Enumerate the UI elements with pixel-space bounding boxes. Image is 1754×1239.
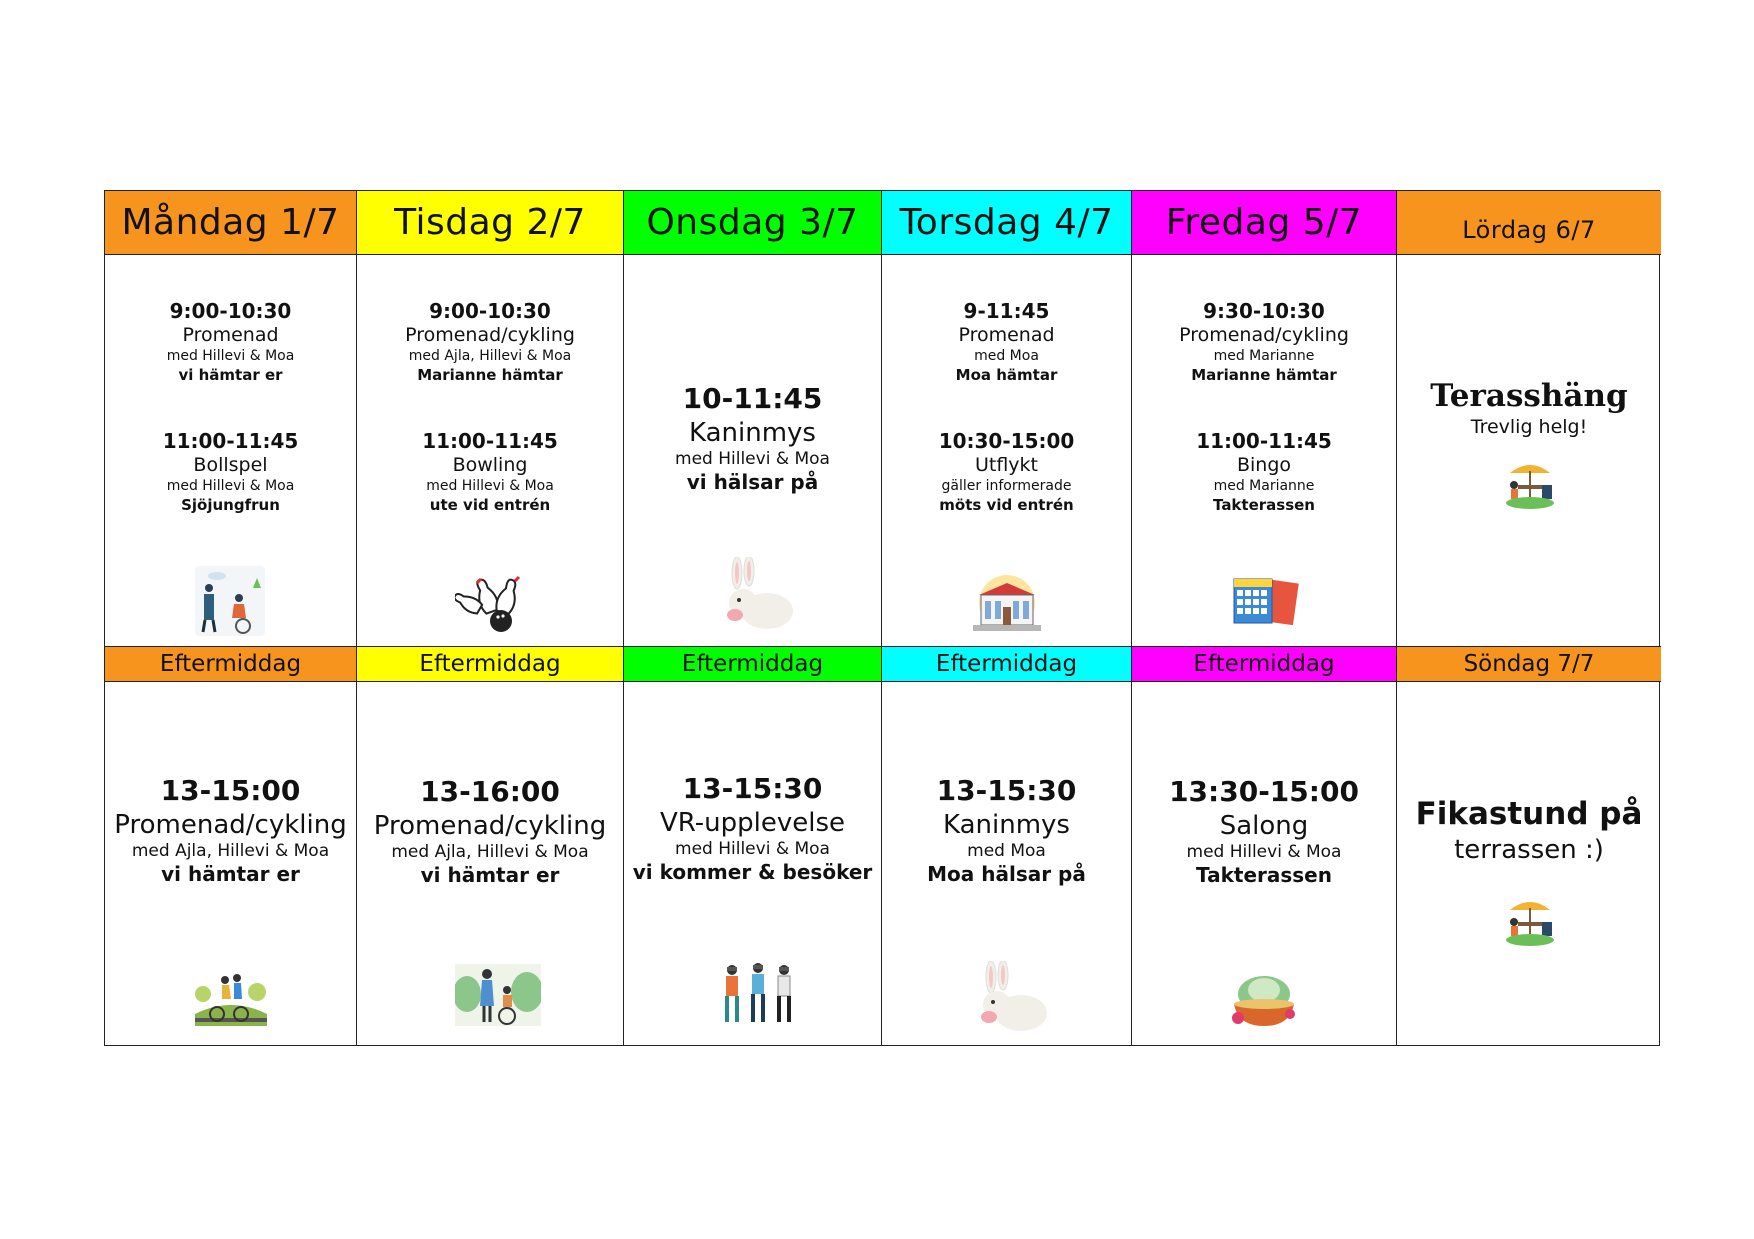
cycling-icon <box>195 964 267 1026</box>
saturday-activity <box>1397 377 1661 439</box>
afternoon-activity <box>882 773 1131 887</box>
activity-staff: gäller informerade <box>941 478 1072 494</box>
sunday-activity <box>1397 795 1661 867</box>
day-header <box>882 191 1131 255</box>
activity-staff: med Ajla, Hillevi & Moa <box>131 841 330 861</box>
day-header-label: Torsdag 4/7 <box>899 202 1114 243</box>
activity-staff: med Hillevi & Moa <box>1186 842 1342 862</box>
morning-activities <box>1132 299 1396 515</box>
activity-name: Promenad <box>958 324 1055 346</box>
activity-name: Salong <box>1219 811 1309 841</box>
weekly-schedule <box>104 190 1660 1046</box>
day-header-label: Fredag 5/7 <box>1165 202 1363 243</box>
activity-time: 9:00-10:30 <box>429 299 551 323</box>
activity-time: 13-16:00 <box>420 775 560 808</box>
afternoon-activity <box>1132 774 1396 888</box>
afternoon-activity <box>357 774 623 888</box>
day-header <box>357 191 623 255</box>
activity-note: Marianne hämtar <box>417 366 563 384</box>
sunday-subtitle: terrassen :) <box>1454 835 1604 865</box>
terrace-icon <box>1504 896 1556 946</box>
sunday-header-label: Söndag 7/7 <box>1463 651 1595 677</box>
activity-name: Promenad/cykling <box>373 811 607 841</box>
activity-note: vi hälsar på <box>686 470 819 494</box>
building-icon <box>971 573 1043 633</box>
activity-note: Marianne hämtar <box>1191 366 1337 384</box>
day-column-thursday <box>882 191 1132 1045</box>
bingo-icon <box>1232 577 1300 625</box>
activity-name: VR-upplevelse <box>659 808 846 838</box>
day-header <box>1397 191 1661 255</box>
ball-game-icon <box>195 566 265 636</box>
spa-bowl-icon <box>1228 974 1300 1030</box>
activity-time: 10-11:45 <box>682 382 823 415</box>
activity-time: 11:00-11:45 <box>162 429 299 453</box>
morning-activities <box>624 381 881 495</box>
afternoon-activity <box>624 771 881 885</box>
wheelchair-walk-icon <box>455 964 541 1026</box>
day-header <box>105 191 356 255</box>
activity-note: vi hämtar er <box>420 863 560 887</box>
activity-staff: med Ajla, Hillevi & Moa <box>408 348 572 364</box>
activity-time: 13:30-15:00 <box>1169 775 1359 808</box>
activity-time: 10:30-15:00 <box>938 429 1075 453</box>
activity-staff: med Marianne <box>1213 348 1315 364</box>
activity-name: Bollspel <box>193 454 268 476</box>
day-header-label: Onsdag 3/7 <box>646 202 859 243</box>
day-column-weekend <box>1397 191 1661 1045</box>
activity-staff: med Ajla, Hillevi & Moa <box>391 842 589 862</box>
activity-staff: med Hillevi & Moa <box>166 478 295 494</box>
day-column-wednesday <box>624 191 882 1045</box>
day-header-label: Måndag 1/7 <box>121 202 340 243</box>
activity-name: Bowling <box>452 454 528 476</box>
activity-name: Promenad/cykling <box>114 810 347 840</box>
activity-note: vi hämtar er <box>178 366 283 384</box>
activity-staff: med Hillevi & Moa <box>675 449 830 469</box>
afternoon-activity <box>105 773 356 887</box>
terrace-icon <box>1504 459 1556 509</box>
activity-name: Bingo <box>1236 454 1292 476</box>
day-header <box>624 191 881 255</box>
activity-note: möts vid entrén <box>939 496 1074 514</box>
activity-time: 13-15:30 <box>936 774 1077 807</box>
activity-name: Kaninmys <box>689 418 816 448</box>
morning-activities <box>882 299 1131 515</box>
activity-note: vi kommer & besöker <box>632 860 873 884</box>
activity-note: Moa hämtar <box>955 366 1058 384</box>
activity-name: Utflykt <box>974 454 1039 476</box>
afternoon-header: Eftermiddag <box>1132 646 1396 682</box>
sunday-title: Fikastund på <box>1415 796 1643 832</box>
morning-activities <box>105 299 356 515</box>
rabbit-icon <box>971 961 1051 1033</box>
activity-name: Promenad/cykling <box>405 324 575 346</box>
day-column-tuesday <box>357 191 624 1045</box>
activity-note: Moa hälsar på <box>927 862 1086 886</box>
activity-staff: med Hillevi & Moa <box>675 839 830 859</box>
activity-staff: med Marianne <box>1213 478 1315 494</box>
activity-note: Takterassen <box>1213 496 1315 514</box>
activity-time: 13-15:30 <box>682 772 823 805</box>
activity-staff: med Hillevi & Moa <box>426 478 554 494</box>
day-column-friday <box>1132 191 1397 1045</box>
vr-people-icon <box>718 962 798 1024</box>
activity-time: 9:00-10:30 <box>169 299 292 323</box>
afternoon-header: Eftermiddag <box>357 646 623 682</box>
activity-time: 13-15:00 <box>160 774 301 807</box>
afternoon-header: Eftermiddag <box>624 646 881 682</box>
bowling-icon <box>455 575 529 633</box>
rabbit-icon <box>717 557 797 633</box>
activity-time: 9:30-10:30 <box>1203 299 1325 323</box>
activity-name: Kaninmys <box>943 810 1070 840</box>
activity-note: Sjöjungfrun <box>181 496 280 514</box>
activity-time: 9-11:45 <box>963 299 1050 323</box>
activity-name: Promenad <box>182 324 279 346</box>
activity-note: Takterassen <box>1196 863 1332 887</box>
day-column-monday <box>105 191 357 1045</box>
afternoon-header <box>1397 646 1661 682</box>
saturday-title: Terasshäng <box>1430 378 1628 414</box>
activity-note: vi hämtar er <box>161 862 300 886</box>
activity-name: Promenad/cykling <box>1179 324 1349 346</box>
day-header-label: Lördag 6/7 <box>1462 215 1596 244</box>
activity-staff: med Moa <box>967 841 1046 861</box>
activity-staff: med Hillevi & Moa <box>166 348 295 364</box>
day-header-label: Tisdag 2/7 <box>394 202 586 243</box>
activity-staff: med Moa <box>974 348 1039 364</box>
morning-activities <box>357 299 623 515</box>
activity-time: 11:00-11:45 <box>422 429 558 453</box>
afternoon-header: Eftermiddag <box>882 646 1131 682</box>
activity-time: 11:00-11:45 <box>1196 429 1332 453</box>
saturday-subtitle: Trevlig helg! <box>1470 416 1588 438</box>
activity-note: ute vid entrén <box>429 496 551 514</box>
day-header <box>1132 191 1396 255</box>
afternoon-header: Eftermiddag <box>105 646 356 682</box>
